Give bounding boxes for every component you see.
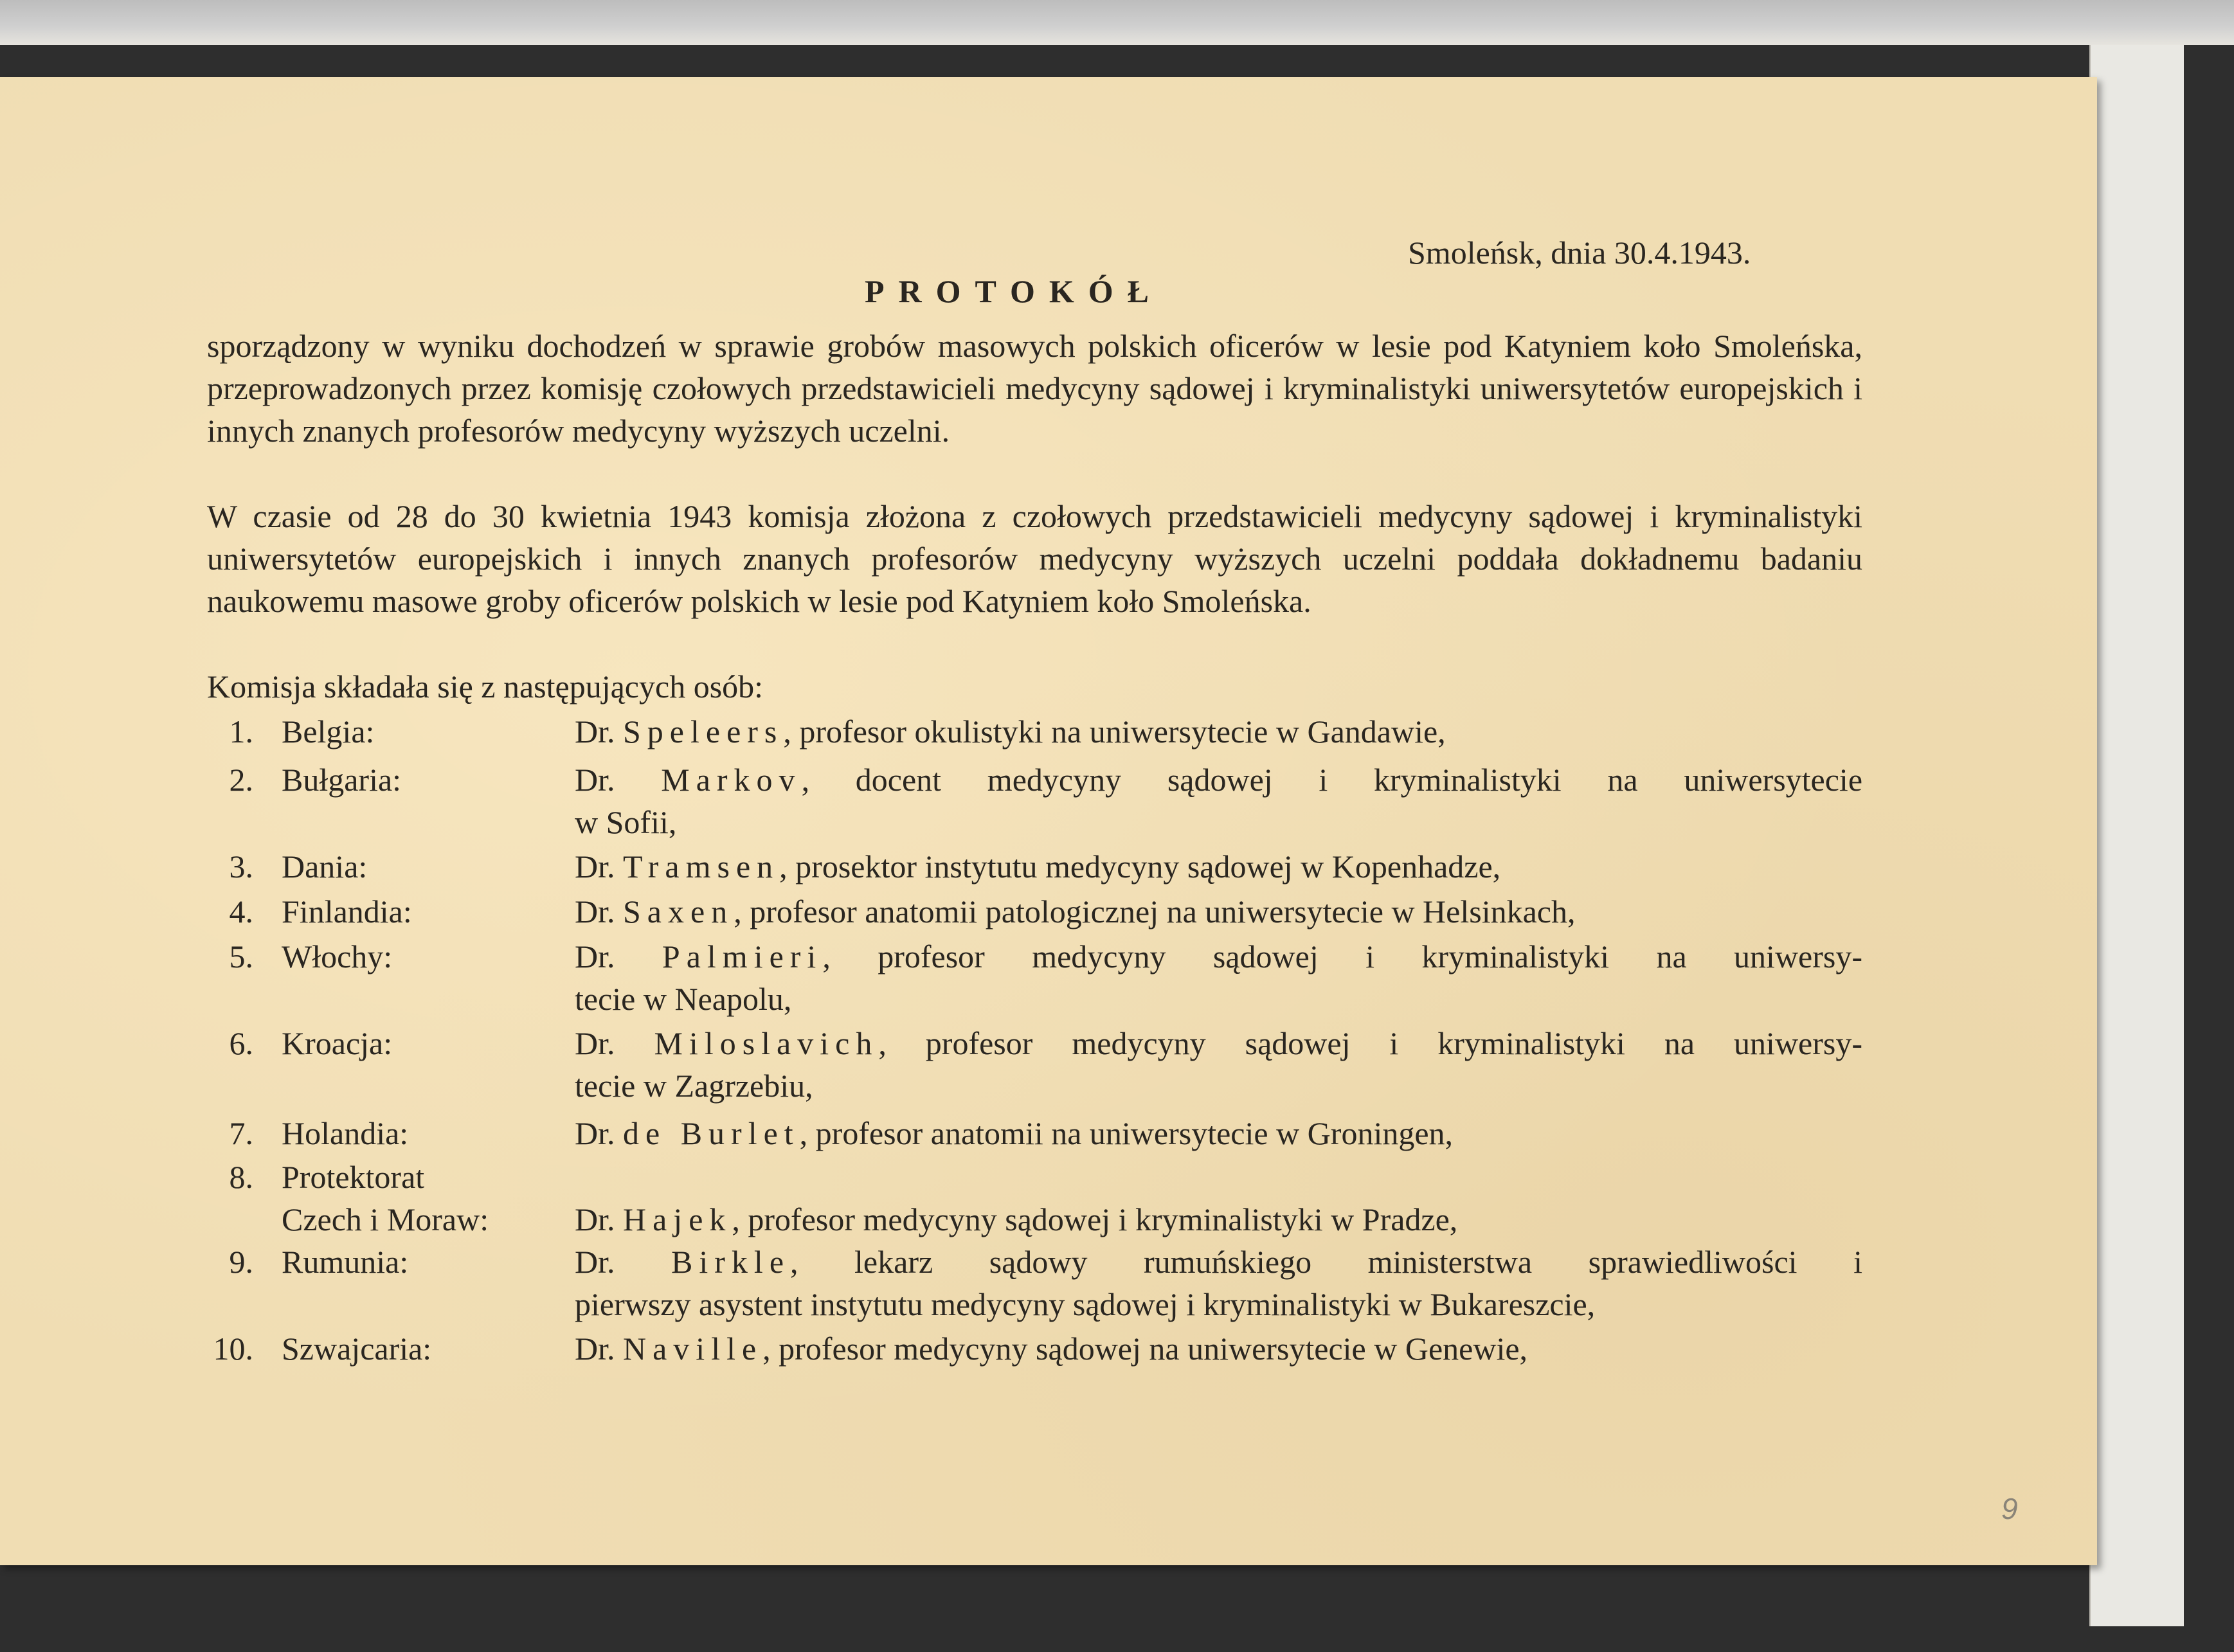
member-title: Dr. [575,1201,615,1237]
member-country: Finlandia: [282,893,412,929]
paragraph-members-lead: Komisja składała się z następujących osób: [207,669,764,705]
member-title: Dr. [575,1115,615,1151]
member-role: , profesor anatomii na uniwersytecie w Groningen, [799,1115,1454,1151]
member-name: Markov [661,762,802,798]
member-role: , profesor medycyny sądowej na uniwersytecie w Genewie, [762,1331,1528,1367]
document-page [0,77,2097,1565]
member-number: 8. [229,1159,253,1195]
member-number: 10. [213,1331,253,1367]
member-description [575,1241,1862,1325]
member-description [575,1327,1862,1370]
member-name: Hajek [623,1201,732,1237]
member-description-line1 [575,935,1862,978]
member-description-line1 [575,1022,1862,1064]
member-role: , profesor anatomii patologicznej na uniwersytecie w Helsinkach, [734,893,1576,929]
member-description-line1 [575,1198,1862,1241]
member-description [575,935,1862,1020]
member-number: 5. [229,938,253,974]
member-title: Dr. [575,893,615,929]
member-country: Dania: [282,848,368,884]
member-title: Dr. [575,1244,615,1280]
member-number: 7. [229,1115,253,1151]
paragraph-commission: W czasie od 28 do 30 kwietnia 1943 komisja złożona z czołowych przedstawicieli medycyny sądowej i kryminalistyki uniwersytetów europejskich i innych znanych profesorów medycyny wyższych uczelni poddała dokładnemu badaniu naukowemu masowe groby oficerów polskich w lesie pod Katyniem koło Smoleńska. [207,498,1862,619]
member-description [575,1198,1862,1241]
member-title: Dr. [575,938,615,974]
member-description-line2: w Sofii, [575,804,677,840]
member-description-line1 [575,710,1862,753]
member-country: Rumunia: [282,1244,409,1280]
member-name: Palmieri [662,938,823,974]
member-description-line2: tecie w Zagrzebiu, [575,1068,813,1104]
member-country: Kroacja: [282,1025,393,1061]
member-description [575,890,1862,933]
binder-edge [0,0,2234,45]
member-name: Saxen [623,893,734,929]
member-country: Włochy: [282,938,393,974]
member-description-line1 [575,1241,1862,1283]
place-date: Smoleńsk, dnia 30.4.1943. [1408,235,1751,271]
member-description [575,710,1862,753]
member-number: 4. [229,893,253,929]
member-role: , docent medycyny sądowej i kryminalistyki na uniwersytecie [801,762,1863,798]
member-description-line2: pierwszy asystent instytutu medycyny sądowej i kryminalistyki w Bukareszcie, [575,1286,1596,1322]
member-name: Naville [623,1331,763,1367]
member-number: 2. [229,762,253,798]
member-description [575,759,1862,843]
member-country: Protektorat [282,1159,425,1195]
member-description [575,845,1862,888]
paragraph-intro: sporządzony w wyniku dochodzeń w sprawie grobów masowych polskich oficerów w lesie pod Katyniem koło Smoleńska, przeprowadzonych przez komisję czołowych przedstawicieli medycyny sądowej i kryminalistyki uniwersytetów europejskich i innych znanych profesorów medycyny wyższych uczelni. [207,328,1862,449]
member-name: Miloslavich [654,1025,879,1061]
page-backing [2089,45,2184,1626]
member-description-line2: tecie w Neapolu, [575,981,792,1017]
member-description-line1 [575,1112,1862,1154]
member-country: Szwajcaria: [282,1331,432,1367]
member-description [575,1022,1862,1107]
member-name: de Burlet [623,1115,800,1151]
member-country: Holandia: [282,1115,409,1151]
document-title: PROTOKÓŁ [865,273,1164,309]
member-role: , profesor medycyny sądowej i kryminalistyki w Pradze, [732,1201,1458,1237]
member-country: Bułgaria: [282,762,402,798]
page-number: 9 [2001,1492,2018,1525]
member-description-line1 [575,1327,1862,1370]
member-name: Tramsen [623,848,780,884]
member-title: Dr. [575,1025,615,1061]
member-title: Dr. [575,762,615,798]
member-country-line2: Czech i Moraw: [282,1201,489,1237]
member-number: 1. [229,714,253,750]
member-description-line1 [575,845,1862,888]
member-title: Dr. [575,848,615,884]
member-role: , profesor medycyny sądowej i kryminalistyki na uniwersy- [822,938,1863,974]
member-role: , profesor okulistyki na uniwersytecie w Gandawie, [783,714,1446,750]
member-name: Speleers [623,714,784,750]
member-description [575,1112,1862,1154]
member-name: Birkle [671,1244,791,1280]
member-number: 6. [229,1025,253,1061]
member-number: 3. [229,848,253,884]
member-role: , prosektor instytutu medycyny sądowej w Kopenhadze, [779,848,1501,884]
member-description-line1 [575,890,1862,933]
member-description-line1 [575,759,1862,801]
member-number: 9. [229,1244,253,1280]
member-role: , lekarz sądowy rumuńskiego ministerstwa sprawiedliwości i [790,1244,1862,1280]
member-title: Dr. [575,714,615,750]
member-role: , profesor medycyny sądowej i kryminalistyki na uniwersy- [878,1025,1863,1061]
member-country: Belgia: [282,714,375,750]
member-title: Dr. [575,1331,615,1367]
